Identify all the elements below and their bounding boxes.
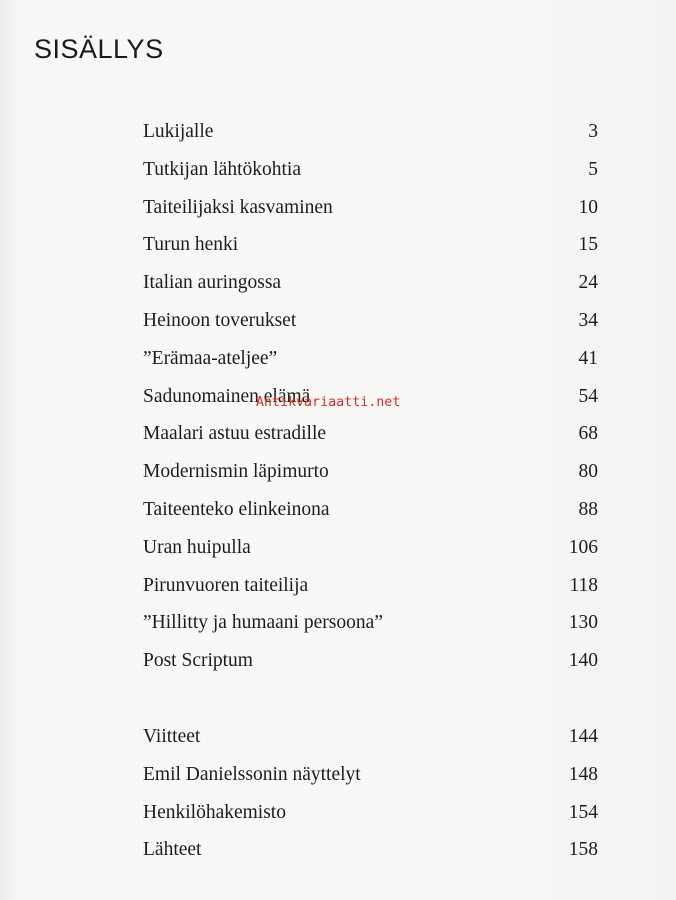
toc-entry — [143, 720, 598, 758]
toc-entry-page: 3 — [588, 121, 598, 142]
toc-entry-title: Henkilöhakemisto — [143, 801, 286, 823]
toc-entry — [143, 455, 598, 493]
toc-entry — [143, 531, 598, 569]
toc-entry-title: Lähteet — [143, 839, 202, 861]
toc-entry-page: 88 — [578, 498, 598, 520]
toc-entry-page: 5 — [588, 158, 598, 180]
toc-entry — [143, 191, 598, 229]
toc-entry-page: 130 — [568, 612, 598, 634]
toc-entry — [143, 833, 598, 871]
toc-entry — [143, 417, 598, 455]
toc-entry-title: ”Erämaa-ateljee” — [143, 347, 278, 369]
toc-entry-title: Lukijalle — [143, 121, 214, 142]
watermark: Antikvariaatti.net — [256, 395, 401, 410]
toc-entry-title: Pirunvuoren taiteilija — [143, 574, 309, 596]
toc-entry — [143, 304, 598, 342]
toc-entry-page: 24 — [578, 272, 598, 294]
toc-back-matter-list — [143, 720, 598, 871]
toc-entry-page: 148 — [568, 763, 598, 785]
toc-entry-title: Italian auringossa — [143, 272, 282, 294]
toc-entry-page: 68 — [578, 423, 598, 445]
toc-entry — [143, 266, 598, 304]
toc-entry — [143, 569, 598, 607]
toc-entry — [143, 606, 598, 644]
toc-entry-title: Sadunomainen elämä — [143, 385, 311, 407]
toc-entry — [143, 228, 598, 266]
toc-entry-page: 54 — [578, 385, 598, 407]
toc-entry-title: Taiteenteko elinkeinona — [143, 498, 330, 520]
toc-entry — [143, 493, 598, 531]
toc-entry-page: 10 — [578, 196, 598, 218]
toc-entry-page: 140 — [568, 650, 598, 672]
toc-entry — [143, 153, 598, 191]
toc-entry-title: Tutkijan lähtökohtia — [143, 158, 301, 180]
toc-entry — [143, 796, 598, 834]
toc-entry-page: 118 — [569, 574, 598, 596]
toc-entry-page: 34 — [578, 309, 598, 331]
toc-entry — [143, 758, 598, 796]
toc-entry-title: Heinoon toverukset — [143, 309, 297, 331]
toc-entry-title: Taiteilijaksi kasvaminen — [143, 196, 333, 218]
toc-entry-page: 106 — [568, 536, 598, 558]
toc-entry-page: 144 — [568, 726, 598, 747]
toc-entry-title: Post Scriptum — [143, 650, 253, 672]
toc-entry-page: 158 — [568, 839, 598, 861]
toc-entry — [143, 342, 598, 380]
toc-entry — [143, 115, 598, 153]
toc-entry-page: 41 — [578, 347, 598, 369]
toc-entry-page: 15 — [578, 234, 598, 256]
toc-entry-page: 154 — [568, 801, 598, 823]
page-title: SISÄLLYS — [34, 34, 164, 64]
toc-entry-title: Modernismin läpimurto — [143, 461, 329, 483]
toc-entry-title: Turun henki — [143, 234, 239, 256]
toc-entry-title: Emil Danielssonin näyttelyt — [143, 763, 361, 785]
toc-entry-page: 80 — [578, 461, 598, 483]
toc-entry — [143, 644, 598, 682]
toc-entry-title: ”Hillitty ja humaani persoona” — [143, 612, 383, 634]
toc-entry-title: Maalari astuu estradille — [143, 423, 327, 445]
toc-entry-title: Viitteet — [143, 726, 201, 747]
toc-entry-title: Uran huipulla — [143, 536, 251, 558]
